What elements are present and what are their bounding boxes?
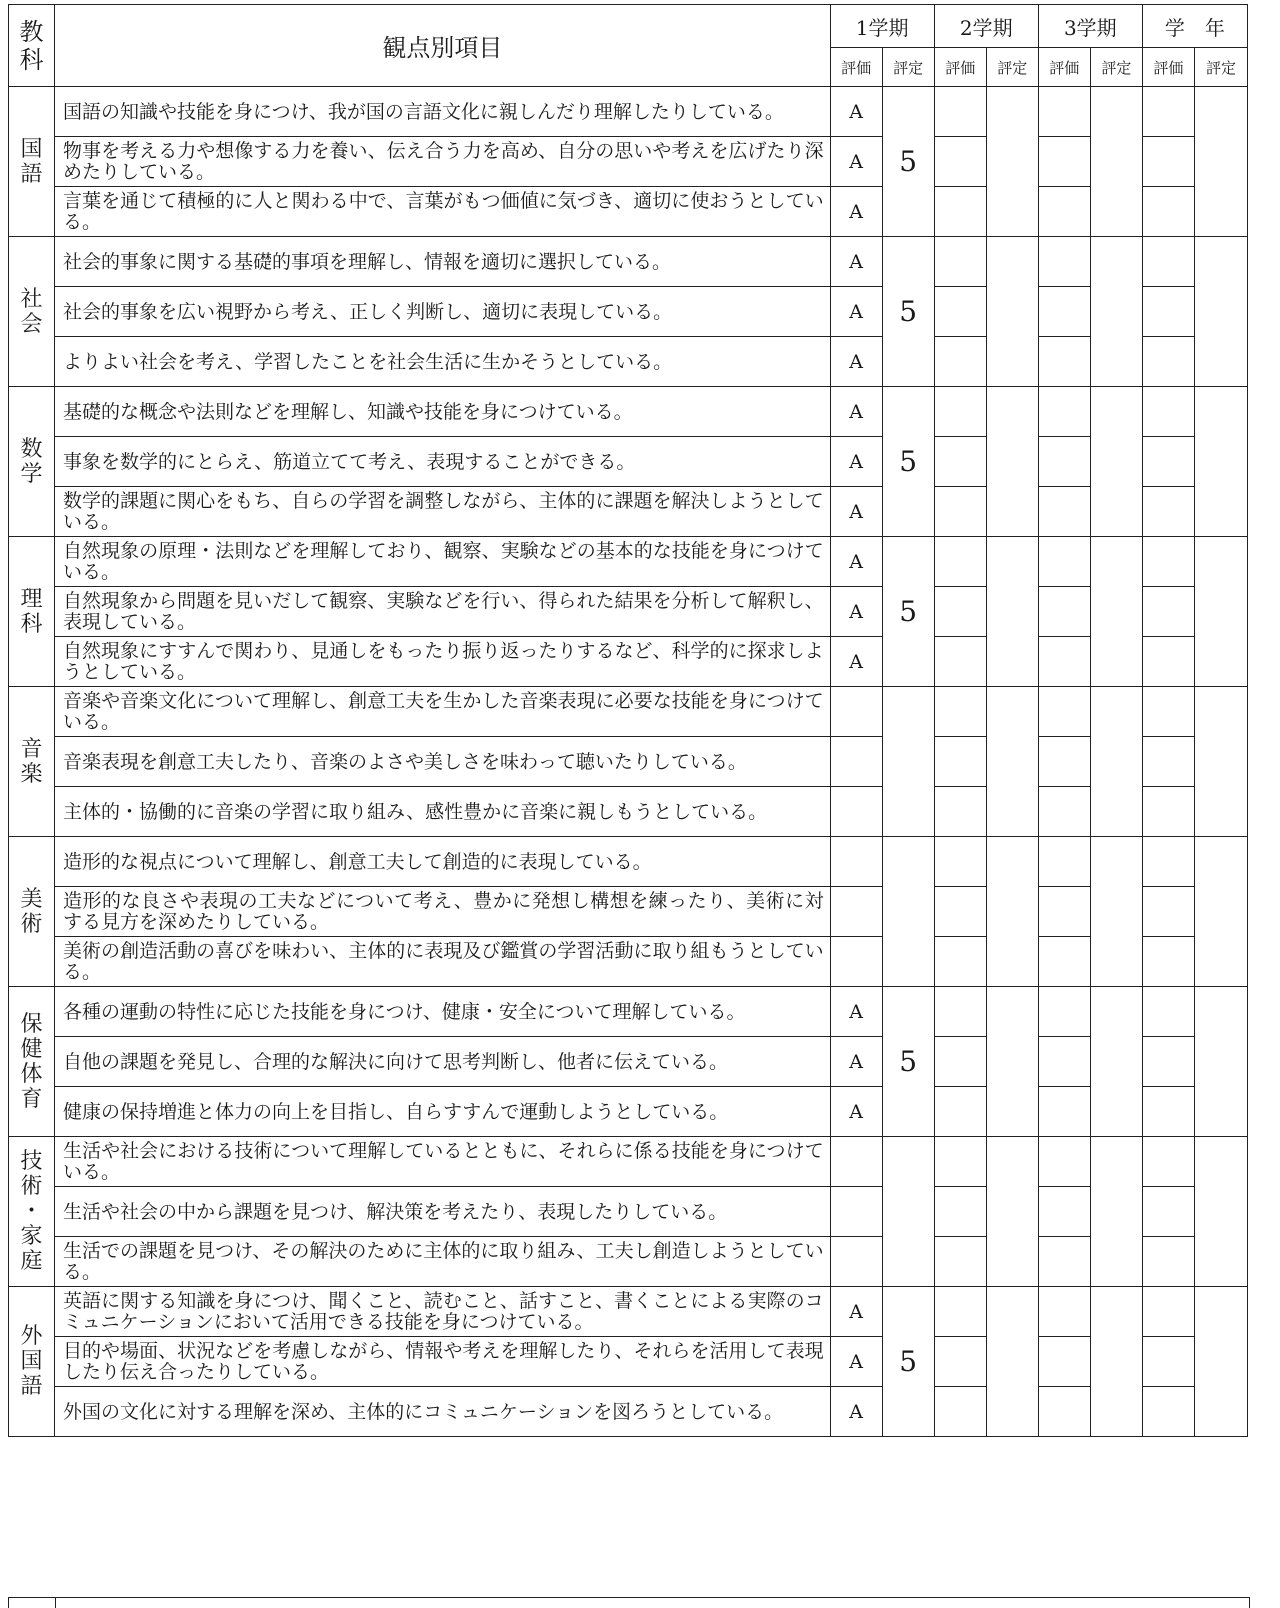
term-2-grade-cell	[986, 1137, 1038, 1287]
term-2-grade-cell	[986, 987, 1038, 1137]
term-1-eval-cell	[830, 937, 882, 987]
subject-name: 数 学	[9, 387, 55, 537]
term-4-eval-cell	[1142, 1237, 1194, 1287]
term-3-eval-cell	[1038, 387, 1090, 437]
subject-name: 技 術 ・ 家 庭	[9, 1137, 55, 1287]
term-1-eval-cell: A	[830, 137, 882, 187]
term-1-eval-cell: A	[830, 237, 882, 287]
criterion-text: 自他の課題を発見し、合理的な解決に向けて思考判断し、他者に伝えている。	[55, 1037, 831, 1087]
term-4-eval-cell	[1142, 937, 1194, 987]
term-4-grade-cell	[1194, 537, 1247, 687]
term-4-eval-cell	[1142, 87, 1194, 137]
term-4-eval-cell	[1142, 337, 1194, 387]
term-3-eval-cell	[1038, 1137, 1090, 1187]
term-3-grade-cell	[1090, 87, 1142, 237]
term-1-eval-cell	[830, 1187, 882, 1237]
term-2-eval-cell	[934, 237, 986, 287]
report-card-sheet	[8, 4, 1248, 1437]
term-3-eval-cell	[1038, 1287, 1090, 1337]
criterion-text: 物事を考える力や想像する力を養い、伝え合う力を高め、自分の思いや考えを広げたり深めたりしている。	[55, 137, 831, 187]
term-3-grade-cell	[1090, 1287, 1142, 1437]
term-4-eval-cell	[1142, 137, 1194, 187]
term-4-eval-cell	[1142, 1387, 1194, 1437]
header-year-grade: 評定	[1194, 48, 1247, 87]
criterion-text: 事象を数学的にとらえ、筋道立てて考え、表現することができる。	[55, 437, 831, 487]
term-2-eval-cell	[934, 1337, 986, 1387]
criterion-text: 自然現象にすすんで関わり、見通しをもったり振り返ったりするなど、科学的に探求しようとしている。	[55, 637, 831, 687]
header-term-1-eval: 評価	[830, 48, 882, 87]
term-1-grade-cell	[882, 837, 934, 987]
term-1-eval-cell	[830, 1137, 882, 1187]
term-4-grade-cell	[1194, 387, 1247, 537]
term-4-grade-cell	[1194, 987, 1247, 1137]
header-items: 観点別項目	[55, 5, 831, 87]
subject-name: 外 国 語	[9, 1287, 55, 1437]
criterion-text: 基礎的な概念や法則などを理解し、知識や技能を身につけている。	[55, 387, 831, 437]
criterion-text: 国語の知識や技能を身につけ、我が国の言語文化に親しんだり理解したりしている。	[55, 87, 831, 137]
term-4-eval-cell	[1142, 1187, 1194, 1237]
table-row	[9, 937, 1248, 987]
term-1-eval-cell: A	[830, 187, 882, 237]
next-section-edge	[8, 1597, 1250, 1608]
table-row	[9, 587, 1248, 637]
header-term-2: 2学期	[934, 5, 1038, 48]
header-term-2-eval: 評価	[934, 48, 986, 87]
term-3-eval-cell	[1038, 87, 1090, 137]
term-4-eval-cell	[1142, 637, 1194, 687]
term-2-eval-cell	[934, 487, 986, 537]
term-1-eval-cell: A	[830, 87, 882, 137]
term-1-grade-cell: 5	[882, 237, 934, 387]
term-2-eval-cell	[934, 1187, 986, 1237]
term-1-eval-cell: A	[830, 1337, 882, 1387]
term-4-eval-cell	[1142, 287, 1194, 337]
term-2-eval-cell	[934, 587, 986, 637]
term-2-grade-cell	[986, 1287, 1038, 1437]
term-2-eval-cell	[934, 687, 986, 737]
table-row	[9, 537, 1248, 587]
term-4-grade-cell	[1194, 1137, 1247, 1287]
criterion-text: 音楽や音楽文化について理解し、創意工夫を生かした音楽表現に必要な技能を身につけている。	[55, 687, 831, 737]
criterion-text: 数学的課題に関心をもち、自らの学習を調整しながら、主体的に課題を解決しようとしている。	[55, 487, 831, 537]
table-row	[9, 437, 1248, 487]
term-1-grade-cell: 5	[882, 387, 934, 537]
term-4-grade-cell	[1194, 1287, 1247, 1437]
term-2-eval-cell	[934, 537, 986, 587]
term-1-eval-cell	[830, 1237, 882, 1287]
table-header	[9, 5, 1248, 87]
term-2-eval-cell	[934, 1087, 986, 1137]
term-3-eval-cell	[1038, 437, 1090, 487]
term-4-eval-cell	[1142, 237, 1194, 287]
table-row	[9, 187, 1248, 237]
term-1-eval-cell: A	[830, 537, 882, 587]
criterion-text: 美術の創造活動の喜びを味わい、主体的に表現及び鑑賞の学習活動に取り組もうとしている。	[55, 937, 831, 987]
term-4-eval-cell	[1142, 787, 1194, 837]
table-row	[9, 87, 1248, 137]
subject-name: 音 楽	[9, 687, 55, 837]
term-1-eval-cell: A	[830, 1287, 882, 1337]
term-4-grade-cell	[1194, 837, 1247, 987]
term-4-grade-cell	[1194, 87, 1247, 237]
term-4-eval-cell	[1142, 1337, 1194, 1387]
term-2-eval-cell	[934, 337, 986, 387]
criterion-text: 社会的事象を広い視野から考え、正しく判断し、適切に表現している。	[55, 287, 831, 337]
term-3-grade-cell	[1090, 687, 1142, 837]
criterion-text: 外国の文化に対する理解を深め、主体的にコミュニケーションを図ろうとしている。	[55, 1387, 831, 1437]
evaluation-table	[8, 4, 1248, 1437]
term-2-eval-cell	[934, 1387, 986, 1437]
term-2-eval-cell	[934, 387, 986, 437]
term-3-eval-cell	[1038, 1087, 1090, 1137]
term-2-eval-cell	[934, 937, 986, 987]
header-term-1: 1学期	[830, 5, 934, 48]
term-3-eval-cell	[1038, 537, 1090, 587]
term-3-eval-cell	[1038, 1337, 1090, 1387]
criterion-text: 自然現象から問題を見いだして観察、実験などを行い、得られた結果を分析して解釈し、表現している。	[55, 587, 831, 637]
term-1-eval-cell: A	[830, 287, 882, 337]
term-2-eval-cell	[934, 437, 986, 487]
term-2-eval-cell	[934, 187, 986, 237]
term-1-eval-cell: A	[830, 587, 882, 637]
criterion-text: 自然現象の原理・法則などを理解しており、観察、実験などの基本的な技能を身につけている。	[55, 537, 831, 587]
term-3-grade-cell	[1090, 987, 1142, 1137]
table-row	[9, 337, 1248, 387]
criterion-text: 生活や社会における技術について理解しているとともに、それらに係る技能を身につけている。	[55, 1137, 831, 1187]
term-2-grade-cell	[986, 87, 1038, 237]
term-3-eval-cell	[1038, 987, 1090, 1037]
term-3-eval-cell	[1038, 137, 1090, 187]
table-row	[9, 1287, 1248, 1337]
term-3-eval-cell	[1038, 1037, 1090, 1087]
term-3-eval-cell	[1038, 237, 1090, 287]
header-term-3-eval: 評価	[1038, 48, 1090, 87]
criterion-text: よりよい社会を考え、学習したことを社会生活に生かそうとしている。	[55, 337, 831, 387]
term-4-eval-cell	[1142, 687, 1194, 737]
term-3-grade-cell	[1090, 237, 1142, 387]
term-1-eval-cell: A	[830, 337, 882, 387]
term-1-eval-cell	[830, 737, 882, 787]
term-2-grade-cell	[986, 237, 1038, 387]
term-3-eval-cell	[1038, 1237, 1090, 1287]
subject-name: 美 術	[9, 837, 55, 987]
header-term-2-grade: 評定	[986, 48, 1038, 87]
term-4-eval-cell	[1142, 1087, 1194, 1137]
term-2-eval-cell	[934, 837, 986, 887]
subject-name: 社 会	[9, 237, 55, 387]
term-3-eval-cell	[1038, 1187, 1090, 1237]
term-3-eval-cell	[1038, 687, 1090, 737]
term-3-eval-cell	[1038, 737, 1090, 787]
term-4-grade-cell	[1194, 237, 1247, 387]
header-year: 学 年	[1142, 5, 1247, 48]
table-row	[9, 1087, 1248, 1137]
term-2-eval-cell	[934, 1137, 986, 1187]
table-row	[9, 237, 1248, 287]
table-row	[9, 137, 1248, 187]
term-2-eval-cell	[934, 137, 986, 187]
term-2-grade-cell	[986, 837, 1038, 987]
term-1-grade-cell: 5	[882, 987, 934, 1137]
header-year-eval: 評価	[1142, 48, 1194, 87]
term-4-eval-cell	[1142, 1137, 1194, 1187]
term-1-eval-cell: A	[830, 1087, 882, 1137]
term-4-eval-cell	[1142, 487, 1194, 537]
term-1-eval-cell	[830, 887, 882, 937]
term-1-eval-cell	[830, 687, 882, 737]
criterion-text: 社会的事象に関する基礎的事項を理解し、情報を適切に選択している。	[55, 237, 831, 287]
term-3-eval-cell	[1038, 637, 1090, 687]
term-1-eval-cell: A	[830, 987, 882, 1037]
term-4-eval-cell	[1142, 587, 1194, 637]
term-3-grade-cell	[1090, 387, 1142, 537]
header-term-3-grade: 評定	[1090, 48, 1142, 87]
term-3-eval-cell	[1038, 337, 1090, 387]
header-subject	[9, 5, 55, 87]
term-1-eval-cell: A	[830, 1387, 882, 1437]
table-row	[9, 1337, 1248, 1387]
term-1-grade-cell: 5	[882, 537, 934, 687]
term-1-eval-cell: A	[830, 437, 882, 487]
term-2-eval-cell	[934, 637, 986, 687]
term-2-eval-cell	[934, 1037, 986, 1087]
term-2-eval-cell	[934, 287, 986, 337]
table-row	[9, 287, 1248, 337]
term-4-eval-cell	[1142, 437, 1194, 487]
term-1-eval-cell: A	[830, 637, 882, 687]
table-row	[9, 1237, 1248, 1287]
header-term-1-grade: 評定	[882, 48, 934, 87]
criterion-text: 言葉を通じて積極的に人と関わる中で、言葉がもつ価値に気づき、適切に使おうとしている。	[55, 187, 831, 237]
term-3-eval-cell	[1038, 287, 1090, 337]
term-1-grade-cell	[882, 1137, 934, 1287]
term-3-eval-cell	[1038, 1387, 1090, 1437]
term-3-grade-cell	[1090, 537, 1142, 687]
term-4-eval-cell	[1142, 1287, 1194, 1337]
table-row	[9, 737, 1248, 787]
term-4-eval-cell	[1142, 387, 1194, 437]
table-body	[9, 87, 1248, 1437]
criterion-text: 生活や社会の中から課題を見つけ、解決策を考えたり、表現したりしている。	[55, 1187, 831, 1237]
term-4-grade-cell	[1194, 687, 1247, 837]
term-2-grade-cell	[986, 687, 1038, 837]
term-3-eval-cell	[1038, 837, 1090, 887]
table-row	[9, 637, 1248, 687]
term-3-eval-cell	[1038, 787, 1090, 837]
table-row	[9, 1387, 1248, 1437]
term-2-eval-cell	[934, 787, 986, 837]
term-1-grade-cell	[882, 687, 934, 837]
term-4-eval-cell	[1142, 737, 1194, 787]
term-3-grade-cell	[1090, 1137, 1142, 1287]
term-3-eval-cell	[1038, 887, 1090, 937]
term-1-eval-cell: A	[830, 487, 882, 537]
term-3-eval-cell	[1038, 587, 1090, 637]
term-1-grade-cell: 5	[882, 87, 934, 237]
table-row	[9, 1187, 1248, 1237]
table-row	[9, 387, 1248, 437]
term-4-eval-cell	[1142, 837, 1194, 887]
term-4-eval-cell	[1142, 987, 1194, 1037]
header-term-3: 3学期	[1038, 5, 1142, 48]
term-1-eval-cell	[830, 787, 882, 837]
term-3-grade-cell	[1090, 837, 1142, 987]
term-4-eval-cell	[1142, 187, 1194, 237]
term-3-eval-cell	[1038, 187, 1090, 237]
term-1-grade-cell: 5	[882, 1287, 934, 1437]
term-4-eval-cell	[1142, 537, 1194, 587]
subject-name: 国 語	[9, 87, 55, 237]
table-row	[9, 487, 1248, 537]
term-2-eval-cell	[934, 887, 986, 937]
criterion-text: 音楽表現を創意工夫したり、音楽のよさや美しさを味わって聴いたりしている。	[55, 737, 831, 787]
criterion-text: 各種の運動の特性に応じた技能を身につけ、健康・安全について理解している。	[55, 987, 831, 1037]
table-row	[9, 1137, 1248, 1187]
term-3-eval-cell	[1038, 487, 1090, 537]
term-2-grade-cell	[986, 387, 1038, 537]
term-3-eval-cell	[1038, 937, 1090, 987]
criterion-text: 目的や場面、状況などを考慮しながら、情報や考えを理解したり、それらを活用して表現したり伝え合ったりしている。	[55, 1337, 831, 1387]
table-row	[9, 837, 1248, 887]
term-4-eval-cell	[1142, 1037, 1194, 1087]
term-2-grade-cell	[986, 537, 1038, 687]
term-2-eval-cell	[934, 1237, 986, 1287]
table-row	[9, 687, 1248, 737]
table-row	[9, 887, 1248, 937]
term-1-eval-cell	[830, 837, 882, 887]
term-1-eval-cell: A	[830, 1037, 882, 1087]
header-subject-label: 教 科	[19, 17, 44, 74]
criterion-text: 生活での課題を見つけ、その解決のために主体的に取り組み、工夫し創造しようとしている。	[55, 1237, 831, 1287]
table-row	[9, 987, 1248, 1037]
criterion-text: 主体的・協働的に音楽の学習に取り組み、感性豊かに音楽に親しもうとしている。	[55, 787, 831, 837]
subject-name: 保 健 体 育	[9, 987, 55, 1137]
term-4-eval-cell	[1142, 887, 1194, 937]
criterion-text: 健康の保持増進と体力の向上を目指し、自らすすんで運動しようとしている。	[55, 1087, 831, 1137]
table-row	[9, 1037, 1248, 1087]
table-row	[9, 787, 1248, 837]
criterion-text: 造形的な視点について理解し、創意工夫して創造的に表現している。	[55, 837, 831, 887]
subject-name: 理 科	[9, 537, 55, 687]
term-2-eval-cell	[934, 737, 986, 787]
term-2-eval-cell	[934, 1287, 986, 1337]
term-2-eval-cell	[934, 987, 986, 1037]
criterion-text: 造形的な良さや表現の工夫などについて考え、豊かに発想し構想を練ったり、美術に対する見方を深めたりしている。	[55, 887, 831, 937]
criterion-text: 英語に関する知識を身につけ、聞くこと、読むこと、話すこと、書くことによる実際のコミュニケーションにおいて活用できる技能を身につけている。	[55, 1287, 831, 1337]
term-2-eval-cell	[934, 87, 986, 137]
term-1-eval-cell: A	[830, 387, 882, 437]
